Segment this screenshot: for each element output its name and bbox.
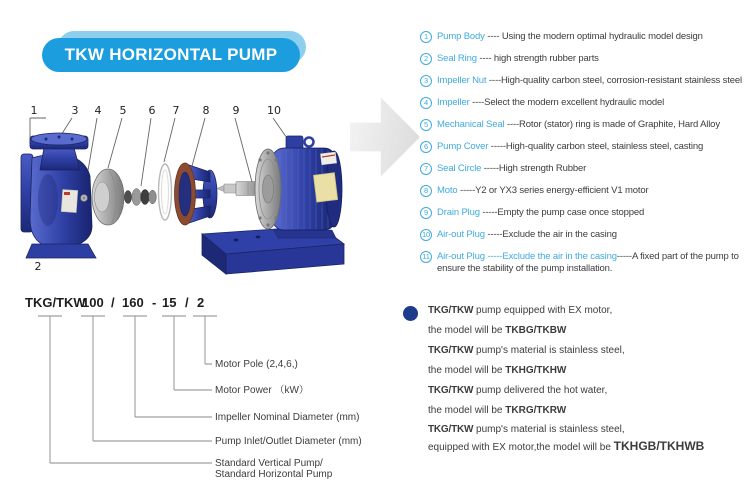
circled-number-icon: 3 <box>420 75 432 87</box>
part-name: Air-out Plug -----Exclude the air in the casing <box>437 251 617 262</box>
tree-label-inlet-outlet: Pump Inlet/Outlet Diameter (mm) <box>215 436 362 447</box>
model-code-impeller-diameter: 160 <box>122 295 144 310</box>
model-code-diagram <box>18 290 378 490</box>
callout-4: 4 <box>94 104 102 117</box>
circled-number-icon: 1 <box>420 31 432 43</box>
model-code-series: TKG/TKW <box>25 295 86 310</box>
circled-number-icon: 4 <box>420 97 432 109</box>
part-description: Y2 or YX3 series energy-efficient V1 motor <box>475 185 649 196</box>
note-line: TKG/TKW pump delivered the hot water, <box>428 385 608 396</box>
model-code-power: 15 <box>162 295 177 310</box>
part-separator: ----- <box>484 229 503 240</box>
note-line: the model will be TKBG/TKBW <box>428 325 567 336</box>
part-name: Drain Plug <box>437 207 480 218</box>
part-name: Impeller <box>437 97 470 108</box>
model-code-slash: / <box>111 295 115 310</box>
part-separator: ---- <box>469 97 485 108</box>
circled-number-icon: 10 <box>421 230 431 239</box>
callout-2: 2 <box>34 260 42 273</box>
parts-list-item <box>420 185 754 197</box>
arrow-right-icon <box>350 92 420 182</box>
motor-illustration <box>255 136 342 238</box>
model-code-inlet-diameter: 100 <box>82 295 104 310</box>
part-name: Pump Body <box>437 31 485 42</box>
part-name: Pump Cover <box>437 141 489 152</box>
mechanical-seal-illustration <box>124 189 156 206</box>
part-separator: ----- <box>479 207 498 218</box>
callout-3: 3 <box>71 104 79 117</box>
part-name: Seal Ring <box>437 53 477 64</box>
circled-number-icon: 7 <box>420 163 432 175</box>
part-description: High strength Rubber <box>498 163 587 174</box>
tree-label-standard-vertical: Standard Vertical Pump/ <box>215 458 323 469</box>
parts-list <box>420 31 754 285</box>
parts-list-item <box>420 75 754 87</box>
tree-label-motor-pole: Motor Pole (2,4,6,) <box>215 359 298 370</box>
part-description: Select the modern excellent hydraulic model <box>484 97 665 108</box>
tree-label-standard-horizontal: Standard Horizontal Pump <box>215 469 333 480</box>
model-variant-notes <box>396 300 752 470</box>
circled-number-icon: 11 <box>420 251 432 263</box>
callout-6: 6 <box>148 104 156 117</box>
callout-1: 1 <box>30 104 38 117</box>
part-separator: ----- <box>481 163 499 174</box>
callout-5: 5 <box>119 104 127 117</box>
part-separator: ---- <box>504 119 520 130</box>
part-separator: ---- <box>486 75 501 86</box>
parts-list-item <box>420 229 754 241</box>
part-name: Air-out Plug <box>437 229 485 240</box>
model-code-tree-lines <box>38 316 217 463</box>
note-line: TKG/TKW pump's material is stainless steel, <box>428 424 625 435</box>
page-title: TKW HORIZONTAL PUMP <box>42 38 300 72</box>
parts-list-item <box>420 251 754 275</box>
part-name: Mechanical Seal <box>437 119 505 130</box>
callout-8: 8 <box>202 104 210 117</box>
part-separator: ---- <box>484 31 502 42</box>
exploded-pump-diagram <box>18 98 348 288</box>
callout-9: 9 <box>232 104 240 117</box>
part-name: Impeller Nut <box>437 75 487 86</box>
parts-list-item <box>420 97 754 109</box>
part-separator: ----- <box>457 185 476 196</box>
part-description: Rotor (stator) ring is made of Graphite, Hard Alloy <box>519 119 720 130</box>
callout-10: 10 <box>267 104 281 117</box>
seal-circle-illustration <box>159 164 172 220</box>
part-description: High-quality carbon steel, stainless steel, casting <box>505 141 704 152</box>
note-line: TKG/TKW pump's material is stainless steel, <box>428 345 625 356</box>
pump-cover-illustration <box>175 163 218 225</box>
circled-number-icon: 8 <box>420 185 432 197</box>
parts-list-item <box>420 53 754 65</box>
callout-7: 7 <box>172 104 180 117</box>
part-description: Using the modern optimal hydraulic model design <box>501 31 703 42</box>
part-description: high strength rubber parts <box>493 53 599 64</box>
part-description: -----A fixed part of the pump to ensure the stability of the pump installation. <box>437 251 739 274</box>
part-separator: ----- <box>488 141 506 152</box>
bullet-circle-icon <box>403 306 418 321</box>
circled-number-icon: 9 <box>420 207 432 219</box>
circled-number-icon: 5 <box>420 119 432 131</box>
circled-number-icon: 6 <box>420 141 432 153</box>
part-description: Empty the pump case once stopped <box>497 207 645 218</box>
note-line: the model will be TKRG/TKRW <box>428 405 567 416</box>
note-line: TKG/TKW pump equipped with EX motor, <box>428 305 613 316</box>
parts-list-item <box>420 207 754 219</box>
tree-label-impeller-diameter: Impeller Nominal Diameter (mm) <box>215 412 360 423</box>
part-separator: ---- <box>476 53 494 64</box>
part-name: Seal Circle <box>437 163 482 174</box>
part-description: Exclude the air in the casing <box>502 229 617 240</box>
parts-list-item <box>420 141 754 153</box>
parts-list-item <box>420 31 754 43</box>
part-description: High-quality carbon steel, corrosion-resistant stainless steel <box>500 75 742 86</box>
parts-list-item <box>420 163 754 175</box>
parts-list-item <box>420 119 754 131</box>
tree-label-motor-power: Motor Power （kW） <box>215 385 309 396</box>
note-line: equipped with EX motor,the model will be TKHGB/TKHWB <box>428 439 705 453</box>
model-code-dash: - <box>152 295 157 310</box>
part-name: Moto <box>437 185 458 196</box>
note-line: the model will be TKHG/TKHW <box>428 365 567 376</box>
circled-number-icon: 2 <box>420 53 432 65</box>
model-code-slash: / <box>185 295 189 310</box>
model-code-pole: 2 <box>197 295 205 310</box>
